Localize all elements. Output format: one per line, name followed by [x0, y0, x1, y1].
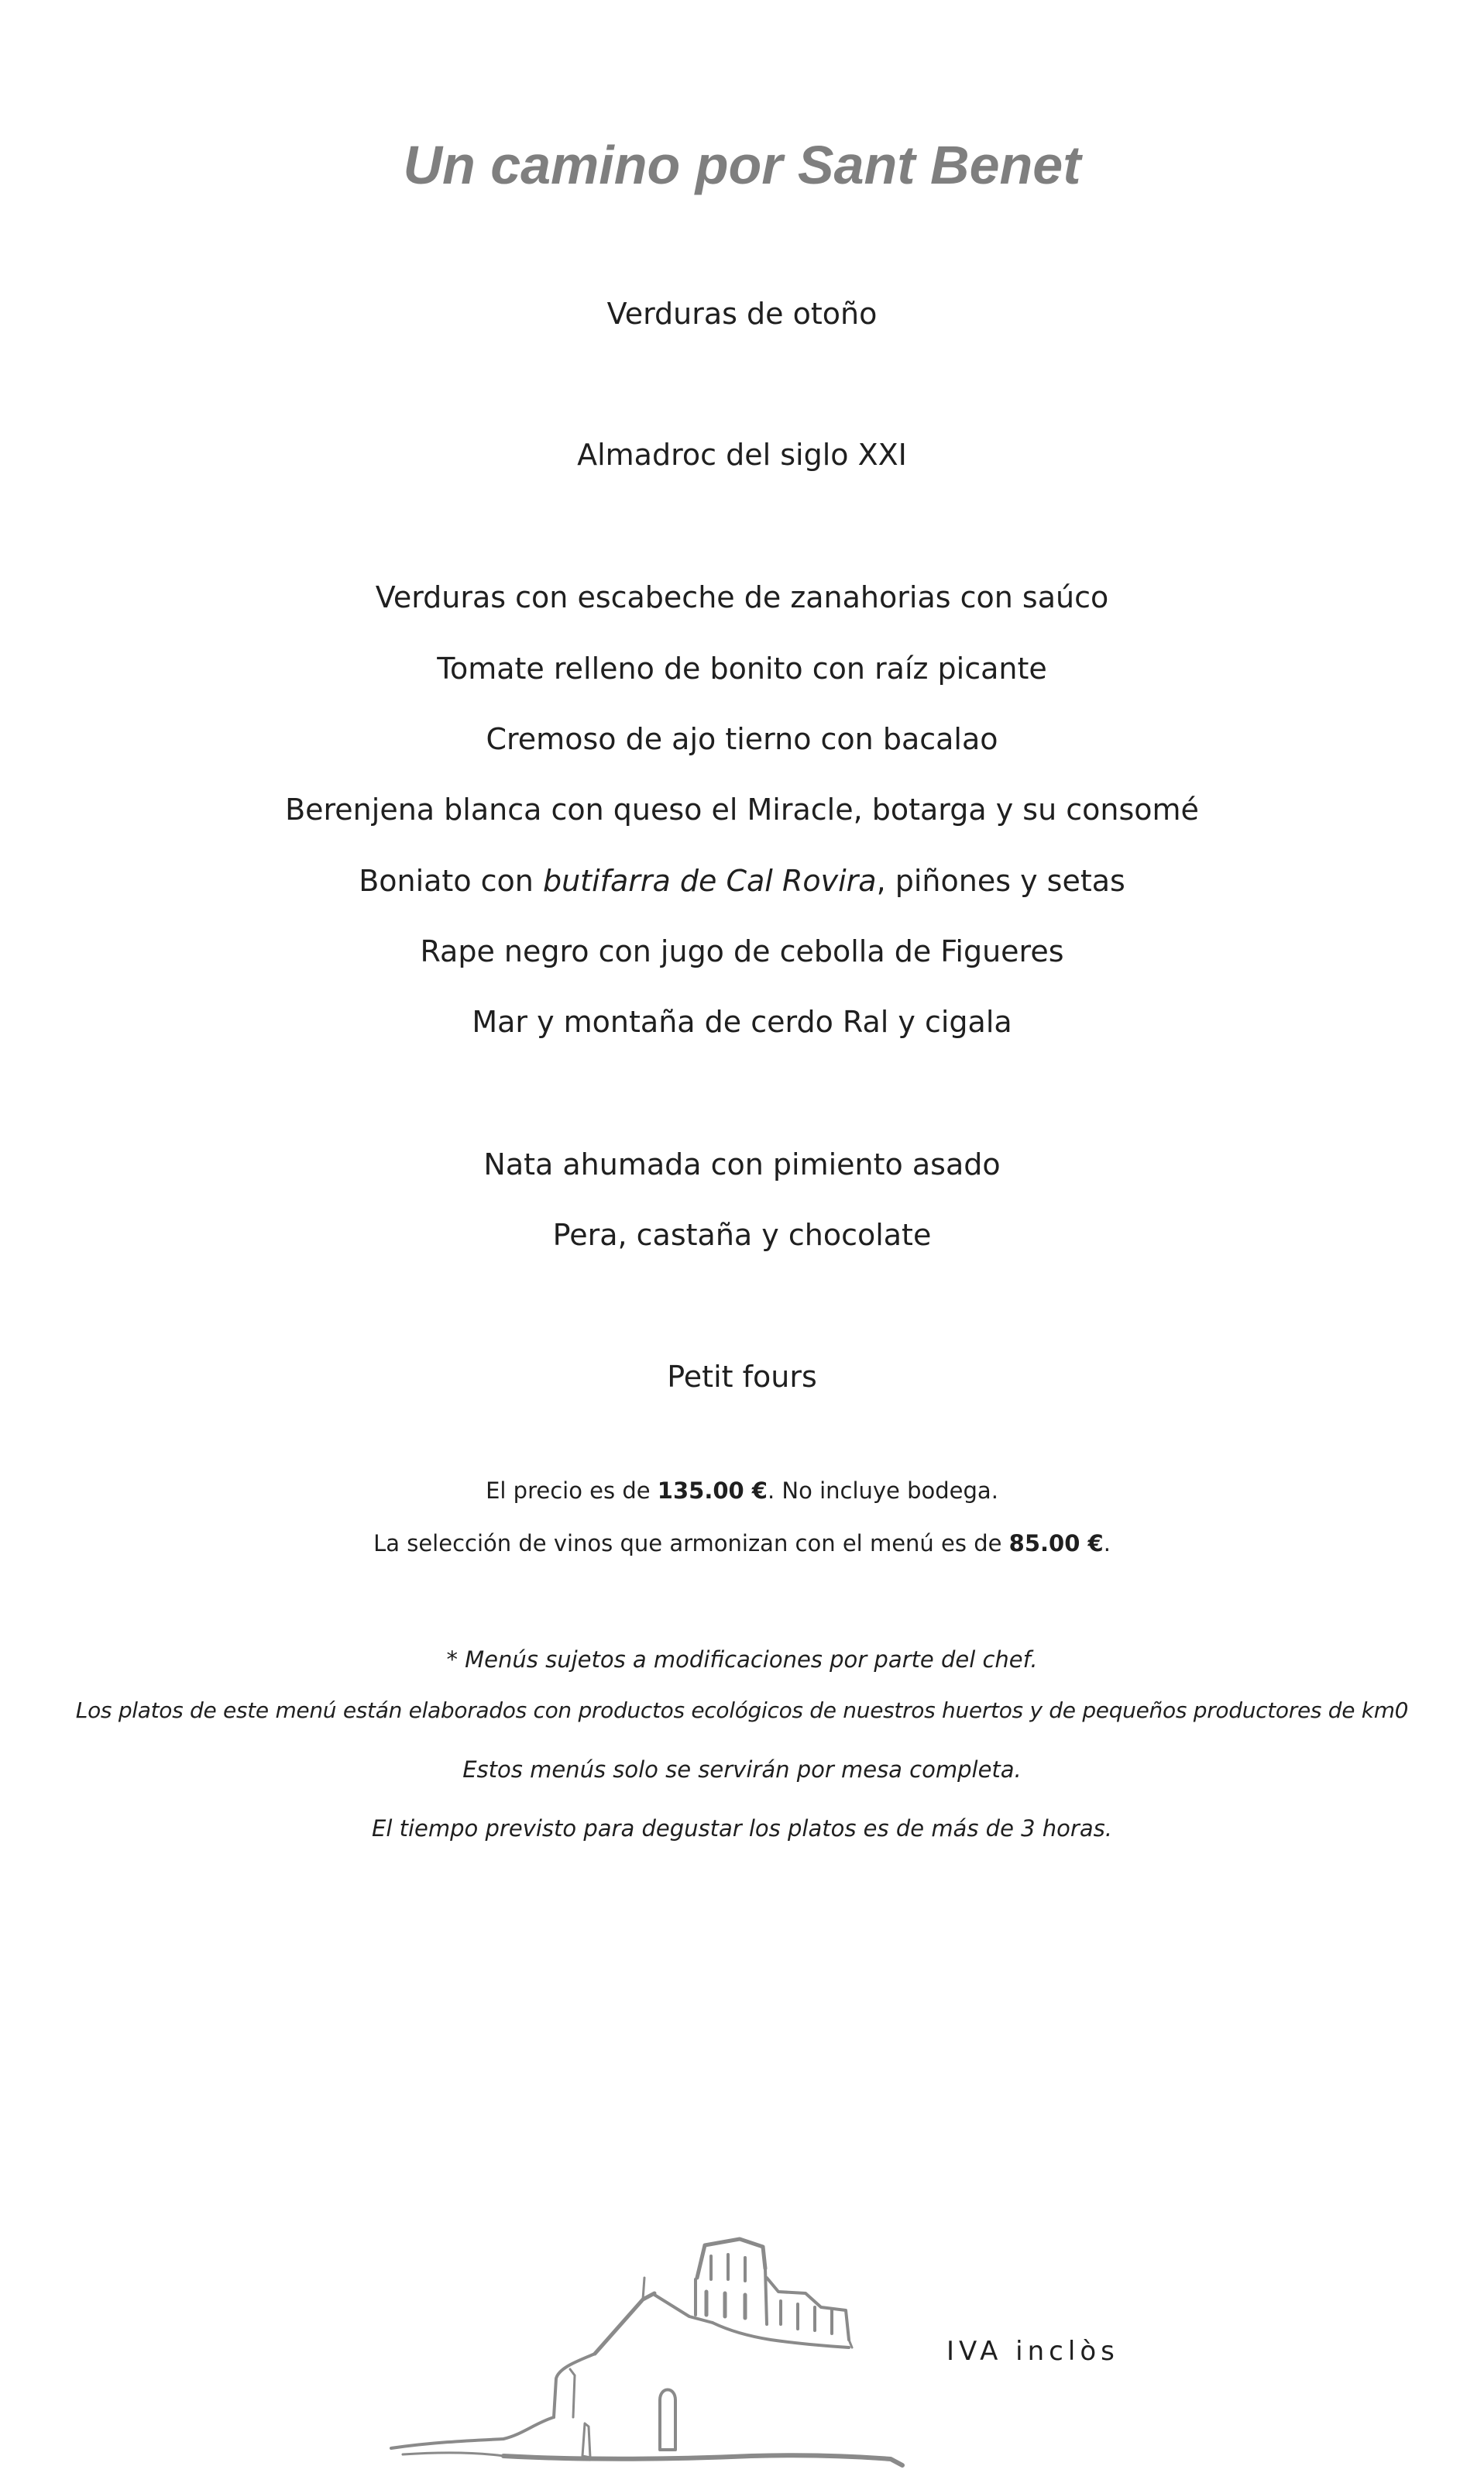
dish-tomate-relleno: Tomate relleno de bonito con raíz picante [437, 652, 1047, 686]
dish-nata-ahumada: Nata ahumada con pimiento asado [483, 1147, 1001, 1181]
price-line-wine-tail: . [1103, 1530, 1111, 1556]
price-line-wine [0, 1528, 1484, 1559]
menu-price: 135.00 € [657, 1477, 768, 1504]
dish-cremoso-ajo: Cremoso de ajo tierno con bacalao [486, 722, 998, 756]
dish-boniato [0, 862, 1484, 900]
dish-pera-castana: Pera, castaña y chocolate [552, 1218, 932, 1252]
wine-price: 85.00 € [1008, 1530, 1104, 1556]
note-ecological: Los platos de este menú están elaborados con productos ecológicos de nuestros huertos y de pequeños productores de km0 [75, 1697, 1409, 1723]
note-duration: El tiempo previsto para degustar los platos es de más de 3 horas. [372, 1815, 1112, 1842]
dish-boniato-butifarra: butifarra de Cal Rovira [542, 864, 877, 898]
dish-boniato-pre: Boniato con [359, 864, 543, 898]
dish-boniato-post: , piñones y setas [876, 864, 1125, 898]
dish-mar-montana: Mar y montaña de cerdo Ral y cigala [472, 1005, 1012, 1039]
price-line-menu-tail: . No incluye bodega. [767, 1477, 998, 1504]
dish-almadroc: Almadroc del siglo XXI [577, 438, 907, 472]
price-line-wine-text: La selección de vinos que armonizan con el menú es de [373, 1530, 1009, 1556]
dish-berenjena: Berenjena blanca con queso el Miracle, botarga y su consomé [285, 793, 1199, 827]
dish-rape-negro: Rape negro con jugo de cebolla de Figueres [420, 934, 1064, 968]
note-modifications: * Menús sujetos a modificaciones por parte del chef. [446, 1646, 1038, 1673]
menu-title: Un camino por Sant Benet [403, 135, 1081, 195]
dish-verduras-escabeche: Verduras con escabeche de zanahorias con saúco [375, 580, 1109, 614]
dish-petit-fours: Petit fours [667, 1360, 817, 1394]
price-line-menu-text: El precio es de [486, 1477, 658, 1504]
iva-included-label: IVA inclòs [946, 2336, 1119, 2367]
dish-verduras-otono: Verduras de otoño [606, 297, 878, 331]
price-line-menu [0, 1475, 1484, 1506]
note-full-table: Estos menús solo se servirán por mesa completa. [462, 1756, 1022, 1783]
